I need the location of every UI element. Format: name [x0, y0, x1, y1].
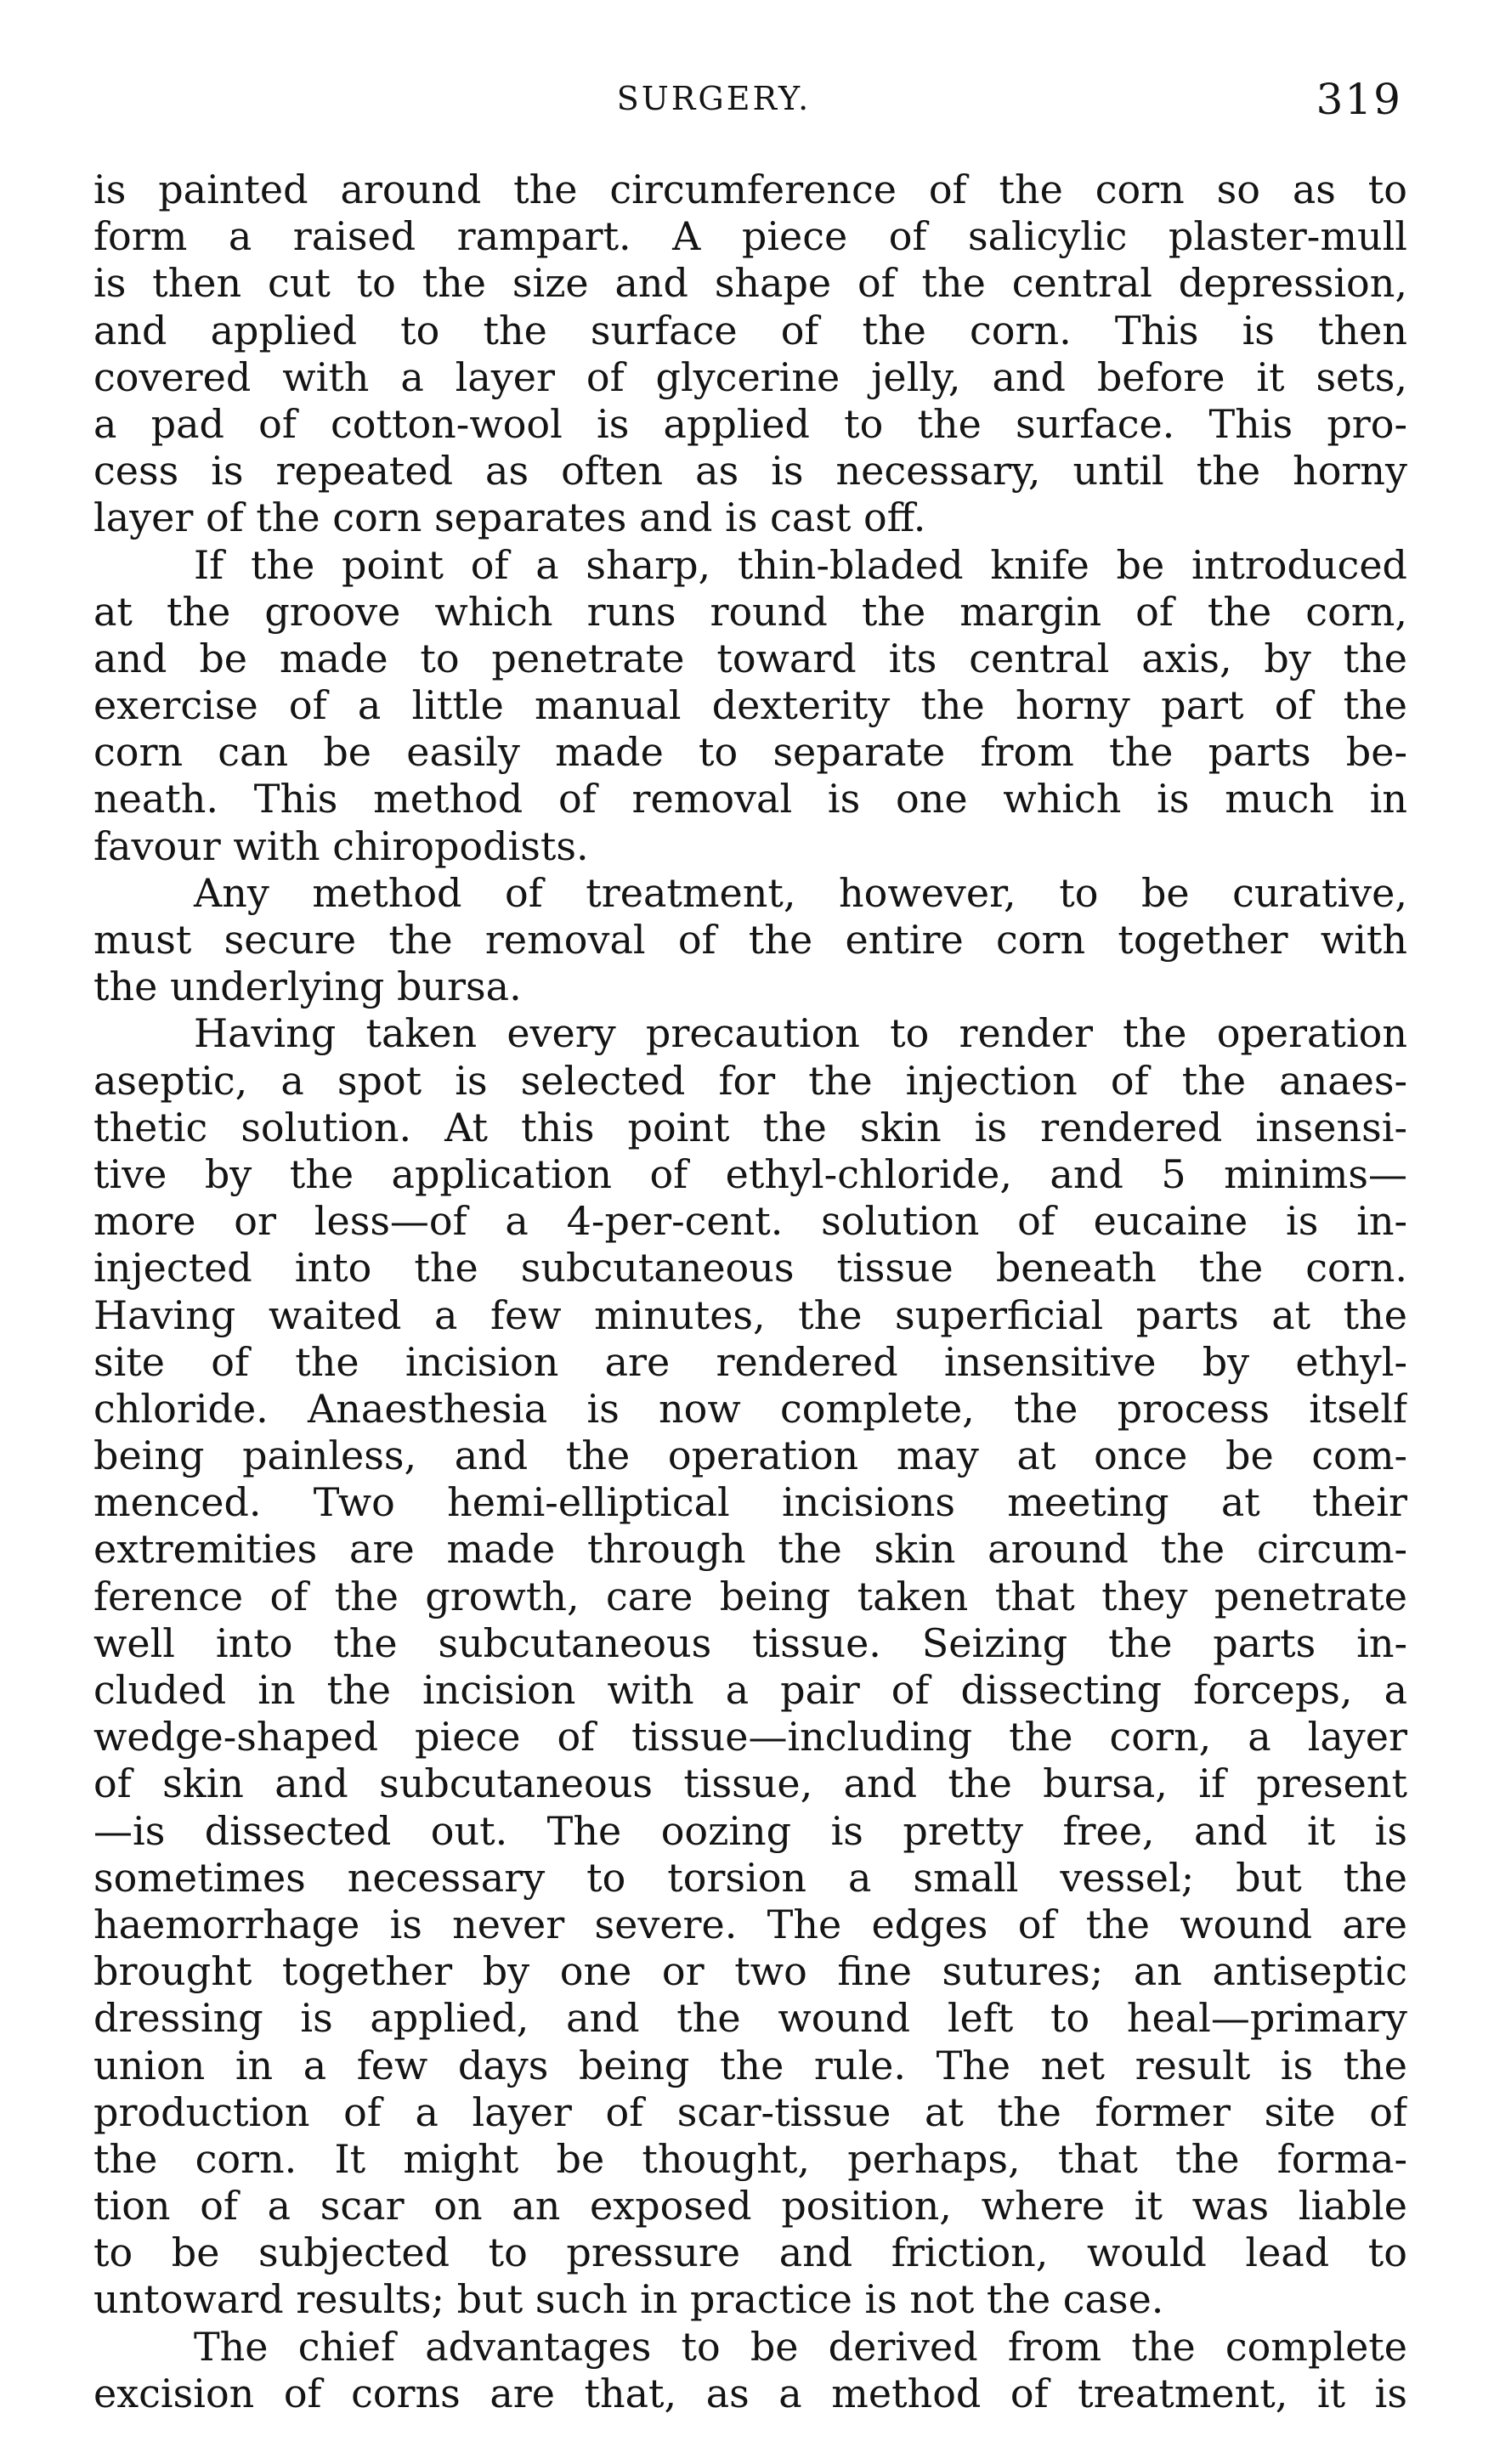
text-line: favour with chiropodists.	[93, 822, 589, 869]
paragraph	[93, 870, 1407, 1011]
text-line: dressing is applied, and the wound left to heal—primary	[93, 1995, 1407, 2042]
text-line: brought together by one or two fine sutures; an antiseptic	[93, 1948, 1407, 1995]
text-line: layer of the corn separates and is cast off.	[93, 494, 926, 541]
text-line: more or less—of a 4-per-cent. solution of eucaine is in-	[93, 1198, 1407, 1245]
text-line: extremities are made through the skin around the circum-	[93, 1526, 1407, 1573]
text-line: haemorrhage is never severe. The edges of the wound are	[93, 1901, 1407, 1947]
text-line: exercise of a little manual dexterity the horny part of the	[93, 682, 1407, 729]
text-line: Having taken every precaution to render the operation	[194, 1010, 1407, 1057]
text-line: Having waited a few minutes, the superficial parts at the	[93, 1291, 1407, 1338]
text-line: wedge-shaped piece of tissue—including the corn, a layer	[93, 1714, 1407, 1760]
text-line: chloride. Anaesthesia is now complete, the process itself	[93, 1385, 1407, 1432]
page-number: 319	[1316, 75, 1402, 124]
text-line: injected into the subcutaneous tissue beneath the corn.	[93, 1245, 1407, 1291]
text-line: union in a few days being the rule. The net result is the	[93, 2042, 1407, 2088]
text-line: must secure the removal of the entire corn together with	[93, 917, 1407, 963]
text-line: excision of corns are that, as a method of treatment, it is	[93, 2370, 1407, 2416]
text-line: —is dissected out. The oozing is pretty free, and it is	[93, 1807, 1407, 1854]
body-text	[93, 167, 1407, 2417]
running-title: SURGERY.	[616, 80, 812, 117]
text-line: thetic solution. At this point the skin is rendered insensi-	[93, 1104, 1407, 1150]
text-line: sometimes necessary to torsion a small vessel; but the	[93, 1854, 1407, 1901]
text-line: site of the incision are rendered insensitive by ethyl-	[93, 1338, 1407, 1385]
paragraph	[93, 2324, 1407, 2417]
text-line: tion of a scar on an exposed position, where it was liable	[93, 2183, 1407, 2229]
text-line: being painless, and the operation may at once be com-	[93, 1433, 1407, 1479]
text-line: ference of the growth, care being taken that they penetrate	[93, 1573, 1407, 1619]
running-head	[93, 75, 1402, 126]
text-line: well into the subcutaneous tissue. Seizing the parts in-	[93, 1619, 1407, 1666]
text-line: Any method of treatment, however, to be curative,	[194, 869, 1407, 916]
text-line: and be made to penetrate toward its central axis, by the	[93, 635, 1407, 681]
text-line: menced. Two hemi-elliptical incisions meeting at their	[93, 1479, 1407, 1526]
text-line: at the groove which runs round the margin of the corn,	[93, 588, 1407, 635]
text-line: to be subjected to pressure and friction, would lead to	[93, 2229, 1407, 2276]
text-line: form a raised rampart. A piece of salicylic plaster-mull	[93, 213, 1407, 260]
text-line: The chief advantages to be derived from the complete	[194, 2323, 1407, 2370]
text-line: covered with a layer of glycerine jelly, and before it sets,	[93, 353, 1407, 400]
text-line: tive by the application of ethyl-chloride, and 5 minims—	[93, 1150, 1407, 1197]
text-line: If the point of a sharp, thin-bladed knife be introduced	[194, 541, 1407, 588]
paragraph	[93, 167, 1407, 542]
paragraph	[93, 542, 1407, 870]
text-line: is then cut to the size and shape of the central depression,	[93, 260, 1407, 307]
text-line: and applied to the surface of the corn. This is then	[93, 307, 1407, 353]
text-line: of skin and subcutaneous tissue, and the bursa, if present	[93, 1760, 1407, 1807]
text-line: the underlying bursa.	[93, 964, 522, 1010]
paragraph	[93, 1010, 1407, 2323]
text-line: aseptic, a spot is selected for the injection of the anaes-	[93, 1057, 1407, 1104]
text-line: is painted around the circumference of the corn so as to	[93, 167, 1407, 212]
text-line: the corn. It might be thought, perhaps, that the forma-	[93, 2135, 1407, 2182]
text-line: cess is repeated as often as is necessary, until the horny	[93, 448, 1407, 494]
text-line: a pad of cotton-wool is applied to the surface. This pro-	[93, 400, 1407, 447]
text-line: untoward results; but such in practice is not the case.	[93, 2276, 1164, 2323]
text-line: neath. This method of removal is one which is much in	[93, 776, 1407, 822]
text-line: production of a layer of scar-tissue at the former site of	[93, 2088, 1407, 2135]
text-line: cluded in the incision with a pair of dissecting forceps, a	[93, 1667, 1407, 1713]
text-line: corn can be easily made to separate from the parts be-	[93, 729, 1407, 776]
